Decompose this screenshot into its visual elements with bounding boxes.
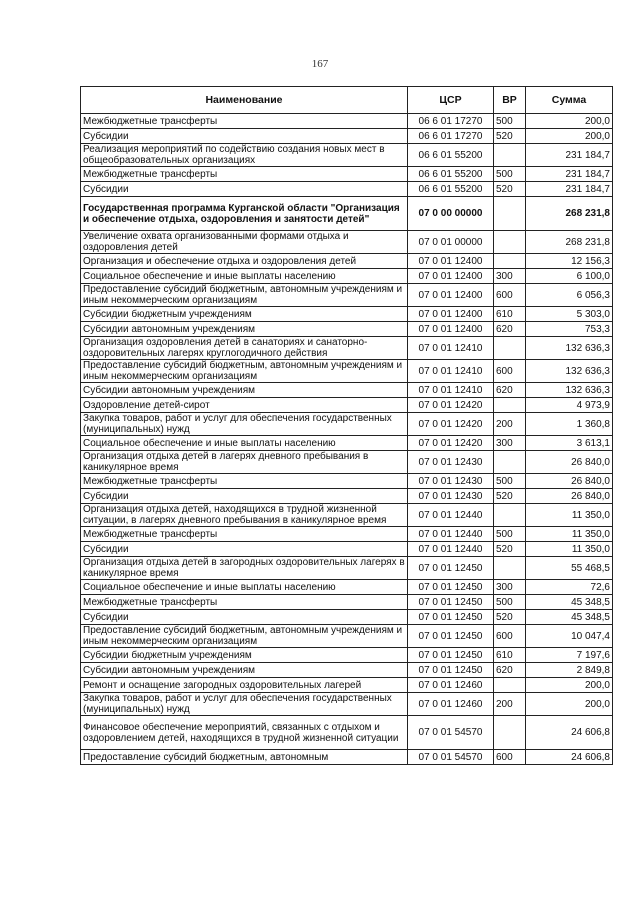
row-csr-cell: 07 0 01 12460 — [408, 678, 494, 693]
table-row — [81, 489, 613, 504]
row-sum-cell: 200,0 — [526, 129, 613, 144]
row-csr-cell: 06 6 01 55200 — [408, 182, 494, 197]
row-csr-cell: 07 0 01 12400 — [408, 254, 494, 269]
row-sum-cell: 26 840,0 — [526, 451, 613, 474]
row-name-cell: Организация оздоровления детей в санаториях и санаторно-оздоровительных лагерях круглогодичного действия — [81, 337, 408, 360]
row-vr-cell — [494, 678, 526, 693]
table-row — [81, 129, 613, 144]
row-vr-cell: 520 — [494, 542, 526, 557]
row-vr-cell — [494, 231, 526, 254]
row-vr-cell: 520 — [494, 129, 526, 144]
row-vr-cell — [494, 504, 526, 527]
row-csr-cell: 07 0 01 12450 — [408, 648, 494, 663]
row-name-cell: Организация отдыха детей, находящихся в трудной жизненной ситуации, в лагерях дневного пребывания в каникулярное время — [81, 504, 408, 527]
row-sum-cell: 55 468,5 — [526, 557, 613, 580]
row-vr-cell — [494, 337, 526, 360]
row-name-cell: Ремонт и оснащение загородных оздоровительных лагерей — [81, 678, 408, 693]
table-row — [81, 436, 613, 451]
row-csr-cell: 07 0 01 12450 — [408, 557, 494, 580]
row-name-cell: Увеличение охвата организованными формами отдыха и оздоровления детей — [81, 231, 408, 254]
row-vr-cell: 500 — [494, 527, 526, 542]
row-name-cell: Социальное обеспечение и иные выплаты населению — [81, 436, 408, 451]
row-name-cell: Субсидии — [81, 182, 408, 197]
row-sum-cell: 6 056,3 — [526, 284, 613, 307]
row-sum-cell: 200,0 — [526, 693, 613, 716]
row-name-cell: Межбюджетные трансферты — [81, 167, 408, 182]
row-name-cell: Закупка товаров, работ и услуг для обеспечения государственных (муниципальных) нужд — [81, 693, 408, 716]
row-sum-cell: 268 231,8 — [526, 197, 613, 231]
table-row — [81, 231, 613, 254]
row-name-cell: Субсидии — [81, 489, 408, 504]
row-vr-cell: 610 — [494, 307, 526, 322]
table-row — [81, 557, 613, 580]
row-name-cell: Предоставление субсидий бюджетным, автономным учреждениям и иным некоммерческим организациям — [81, 360, 408, 383]
table-row — [81, 269, 613, 284]
table-row — [81, 595, 613, 610]
row-vr-cell: 520 — [494, 489, 526, 504]
row-csr-cell: 07 0 01 12450 — [408, 580, 494, 595]
row-sum-cell: 2 849,8 — [526, 663, 613, 678]
row-sum-cell: 45 348,5 — [526, 610, 613, 625]
row-vr-cell: 600 — [494, 360, 526, 383]
table-row — [81, 114, 613, 129]
row-sum-cell: 132 636,3 — [526, 383, 613, 398]
table-row — [81, 527, 613, 542]
row-name-cell: Организация отдыха детей в лагерях дневного пребывания в каникулярное время — [81, 451, 408, 474]
table-row — [81, 182, 613, 197]
row-name-cell: Субсидии — [81, 542, 408, 557]
table-row — [81, 474, 613, 489]
table-row — [81, 678, 613, 693]
row-sum-cell: 45 348,5 — [526, 595, 613, 610]
row-vr-cell: 500 — [494, 114, 526, 129]
row-csr-cell: 07 0 01 12430 — [408, 451, 494, 474]
table-row — [81, 580, 613, 595]
row-vr-cell: 500 — [494, 595, 526, 610]
row-csr-cell: 07 0 01 12420 — [408, 413, 494, 436]
row-vr-cell: 600 — [494, 284, 526, 307]
table-row — [81, 663, 613, 678]
row-name-cell: Реализация мероприятий по содействию создания новых мест в общеобразовательных организациях — [81, 144, 408, 167]
row-vr-cell — [494, 144, 526, 167]
row-name-cell: Предоставление субсидий бюджетным, автономным — [81, 750, 408, 765]
row-vr-cell: 600 — [494, 750, 526, 765]
row-csr-cell: 06 6 01 55200 — [408, 144, 494, 167]
row-vr-cell: 300 — [494, 580, 526, 595]
row-csr-cell: 06 6 01 17270 — [408, 114, 494, 129]
row-name-cell: Субсидии автономным учреждениям — [81, 383, 408, 398]
row-name-cell: Закупка товаров, работ и услуг для обеспечения государственных (муниципальных) нужд — [81, 413, 408, 436]
row-name-cell: Предоставление субсидий бюджетным, автономным учреждениям и иным некоммерческим организациям — [81, 284, 408, 307]
page-number: 167 — [311, 58, 329, 70]
row-vr-cell: 200 — [494, 413, 526, 436]
row-sum-cell: 268 231,8 — [526, 231, 613, 254]
row-csr-cell: 07 0 01 12420 — [408, 398, 494, 413]
table-row — [81, 625, 613, 648]
row-csr-cell: 07 0 01 12440 — [408, 504, 494, 527]
row-sum-cell: 231 184,7 — [526, 167, 613, 182]
row-csr-cell: 07 0 01 12460 — [408, 693, 494, 716]
table-row — [81, 322, 613, 337]
row-csr-cell: 06 6 01 17270 — [408, 129, 494, 144]
table-row — [81, 610, 613, 625]
table-row — [81, 648, 613, 663]
row-csr-cell: 06 6 01 55200 — [408, 167, 494, 182]
table-row — [81, 398, 613, 413]
row-name-cell: Социальное обеспечение и иные выплаты населению — [81, 269, 408, 284]
row-sum-cell: 24 606,8 — [526, 716, 613, 750]
row-vr-cell: 300 — [494, 436, 526, 451]
table-row — [81, 360, 613, 383]
row-name-cell: Организация отдыха детей в загородных оздоровительных лагерях в каникулярное время — [81, 557, 408, 580]
table-row — [81, 167, 613, 182]
row-vr-cell: 620 — [494, 383, 526, 398]
row-vr-cell — [494, 451, 526, 474]
header-name: Наименование — [81, 87, 408, 114]
row-name-cell: Субсидии бюджетным учреждениям — [81, 307, 408, 322]
header-csr: ЦСР — [408, 87, 494, 114]
row-vr-cell — [494, 716, 526, 750]
row-vr-cell: 600 — [494, 625, 526, 648]
row-sum-cell: 11 350,0 — [526, 504, 613, 527]
row-vr-cell: 500 — [494, 474, 526, 489]
row-sum-cell: 11 350,0 — [526, 542, 613, 557]
table-row — [81, 383, 613, 398]
row-name-cell: Межбюджетные трансферты — [81, 114, 408, 129]
row-csr-cell: 07 0 01 12400 — [408, 307, 494, 322]
row-name-cell: Субсидии автономным учреждениям — [81, 322, 408, 337]
row-csr-cell: 07 0 01 12430 — [408, 489, 494, 504]
row-sum-cell: 7 197,6 — [526, 648, 613, 663]
row-csr-cell: 07 0 01 54570 — [408, 716, 494, 750]
row-sum-cell: 1 360,8 — [526, 413, 613, 436]
table-row — [81, 144, 613, 167]
row-vr-cell — [494, 197, 526, 231]
row-vr-cell: 520 — [494, 610, 526, 625]
row-name-cell: Финансовое обеспечение мероприятий, связанных с отдыхом и оздоровлением детей, находящихся в трудной жизненной ситуации — [81, 716, 408, 750]
row-name-cell: Субсидии автономным учреждениям — [81, 663, 408, 678]
row-csr-cell: 07 0 01 12450 — [408, 663, 494, 678]
row-vr-cell — [494, 557, 526, 580]
row-csr-cell: 07 0 01 12430 — [408, 474, 494, 489]
table-row — [81, 254, 613, 269]
table-row — [81, 284, 613, 307]
row-name-cell: Межбюджетные трансферты — [81, 595, 408, 610]
row-sum-cell: 10 047,4 — [526, 625, 613, 648]
row-vr-cell — [494, 398, 526, 413]
row-vr-cell — [494, 254, 526, 269]
row-csr-cell: 07 0 01 12400 — [408, 322, 494, 337]
row-csr-cell: 07 0 01 12420 — [408, 436, 494, 451]
row-sum-cell: 5 303,0 — [526, 307, 613, 322]
budget-table — [80, 86, 613, 765]
row-sum-cell: 11 350,0 — [526, 527, 613, 542]
row-csr-cell: 07 0 01 12400 — [408, 284, 494, 307]
table-row — [81, 542, 613, 557]
row-sum-cell: 24 606,8 — [526, 750, 613, 765]
row-name-cell: Социальное обеспечение и иные выплаты населению — [81, 580, 408, 595]
table-row — [81, 750, 613, 765]
table-row — [81, 413, 613, 436]
row-csr-cell: 07 0 01 12440 — [408, 542, 494, 557]
table-body — [81, 114, 613, 765]
table-row — [81, 504, 613, 527]
row-name-cell: Субсидии — [81, 129, 408, 144]
row-csr-cell: 07 0 01 54570 — [408, 750, 494, 765]
row-sum-cell: 4 973,9 — [526, 398, 613, 413]
row-sum-cell: 132 636,3 — [526, 360, 613, 383]
row-csr-cell: 07 0 01 12450 — [408, 610, 494, 625]
row-csr-cell: 07 0 01 12450 — [408, 595, 494, 610]
row-csr-cell: 07 0 01 12410 — [408, 383, 494, 398]
table-row — [81, 197, 613, 231]
row-sum-cell: 26 840,0 — [526, 489, 613, 504]
row-name-cell: Субсидии бюджетным учреждениям — [81, 648, 408, 663]
row-name-cell: Межбюджетные трансферты — [81, 527, 408, 542]
row-sum-cell: 753,3 — [526, 322, 613, 337]
table-row — [81, 693, 613, 716]
row-csr-cell: 07 0 01 12410 — [408, 337, 494, 360]
row-vr-cell: 520 — [494, 182, 526, 197]
row-name-cell: Организация и обеспечение отдыха и оздоровления детей — [81, 254, 408, 269]
row-sum-cell: 200,0 — [526, 678, 613, 693]
row-csr-cell: 07 0 01 12440 — [408, 527, 494, 542]
row-vr-cell: 620 — [494, 663, 526, 678]
row-csr-cell: 07 0 01 12450 — [408, 625, 494, 648]
table-row — [81, 716, 613, 750]
row-vr-cell: 300 — [494, 269, 526, 284]
row-sum-cell: 6 100,0 — [526, 269, 613, 284]
row-vr-cell: 200 — [494, 693, 526, 716]
table-row — [81, 451, 613, 474]
row-sum-cell: 26 840,0 — [526, 474, 613, 489]
header-sum: Сумма — [526, 87, 613, 114]
table-row — [81, 337, 613, 360]
row-name-cell: Межбюджетные трансферты — [81, 474, 408, 489]
row-sum-cell: 72,6 — [526, 580, 613, 595]
row-vr-cell: 620 — [494, 322, 526, 337]
row-sum-cell: 200,0 — [526, 114, 613, 129]
table-header-row — [81, 87, 613, 114]
row-sum-cell: 3 613,1 — [526, 436, 613, 451]
table-row — [81, 307, 613, 322]
row-name-cell: Оздоровление детей-сирот — [81, 398, 408, 413]
row-vr-cell: 500 — [494, 167, 526, 182]
row-sum-cell: 132 636,3 — [526, 337, 613, 360]
row-name-cell: Субсидии — [81, 610, 408, 625]
row-csr-cell: 07 0 01 00000 — [408, 231, 494, 254]
row-vr-cell: 610 — [494, 648, 526, 663]
row-csr-cell: 07 0 01 12400 — [408, 269, 494, 284]
row-csr-cell: 07 0 01 12410 — [408, 360, 494, 383]
row-sum-cell: 231 184,7 — [526, 182, 613, 197]
row-sum-cell: 12 156,3 — [526, 254, 613, 269]
header-vr: ВР — [494, 87, 526, 114]
row-name-cell: Государственная программа Курганской области "Организация и обеспечение отдыха, оздоровления и занятости детей" — [81, 197, 408, 231]
row-csr-cell: 07 0 00 00000 — [408, 197, 494, 231]
row-name-cell: Предоставление субсидий бюджетным, автономным учреждениям и иным некоммерческим организациям — [81, 625, 408, 648]
row-sum-cell: 231 184,7 — [526, 144, 613, 167]
